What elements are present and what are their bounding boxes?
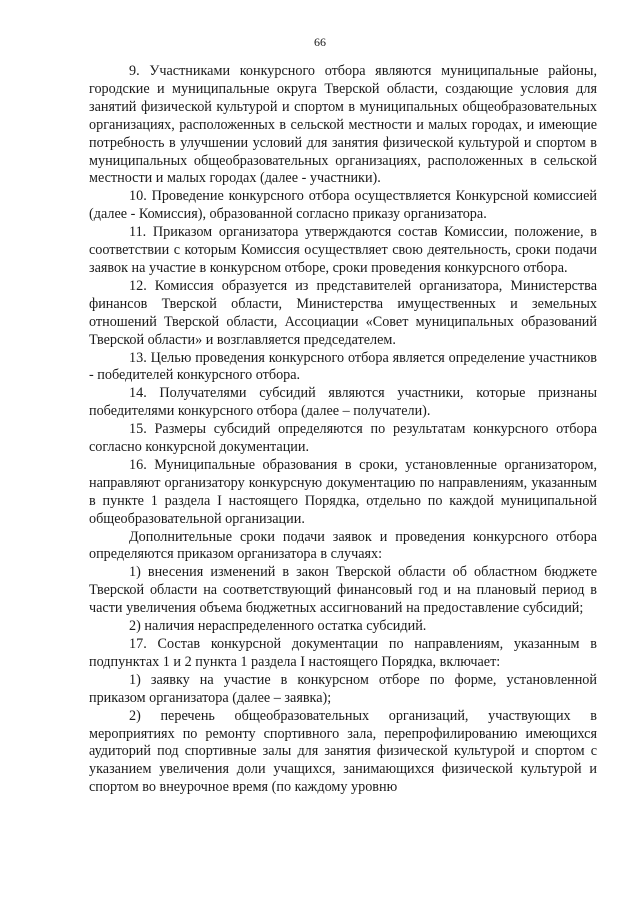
- paragraph-17-item-1: 1) заявку на участие в конкурсном отборе по форме, установленной приказом организатора (далее – заявка);: [89, 671, 597, 706]
- list-item-2: 2) наличия нераспределенного остатка субсидий.: [129, 618, 427, 635]
- page-number: 66: [314, 35, 326, 49]
- paragraph-additional-terms: Дополнительные сроки подачи заявок и проведения конкурсного отбора определяются приказом организатора в случаях:: [89, 528, 597, 563]
- document-body: [89, 63, 597, 797]
- list-item-1: 1) внесения изменений в закон Тверской области об областном бюджете Тверской области на соответствующий финансовый год и на плановый период в части увеличения объема бюджетных ассигнований на предоставление субсидий;: [89, 564, 597, 617]
- paragraph-13: 13. Целью проведения конкурсного отбора является определение участников - победителей конкурсного отбора.: [89, 349, 597, 384]
- paragraph-17: 17. Состав конкурсной документации по направлениям, указанным в подпунктах 1 и 2 пункта 1 раздела I настоящего Порядка, включает:: [89, 636, 597, 670]
- paragraph-14: 14. Получателями субсидий являются участники, которые признаны победителями конкурсного отбора (далее – получатели).: [89, 385, 597, 420]
- paragraph-15: 15. Размеры субсидий определяются по результатам конкурсного отбора согласно конкурсной документации.: [89, 421, 597, 456]
- paragraph-17-item-2: 2) перечень общеобразовательных организаций, участвующих в мероприятиях по ремонту спортивного зала, перепрофилированию имеющихся аудиторий под спортивные залы для занятия физической культурой и спортом с указанием увеличения доли учащихся, занимающихся физической культурой и спортом во внеурочное время (по каждому уровню: [89, 707, 597, 796]
- paragraph-12: 12. Комиссия образуется из представителей организатора, Министерства финансов Тверской области, Министерства имущественных и земельных отношений Тверской области, Ассоциации «Совет муниципальных образований Тверской области» и возглавляется председателем.: [89, 277, 597, 348]
- paragraph-10: 10. Проведение конкурсного отбора осуществляется Конкурсной комиссией (далее - Комиссия), образованной согласно приказу организатора.: [89, 188, 597, 223]
- paragraph-9: 9. Участниками конкурсного отбора являются муниципальные районы, городские и муниципальные округа Тверской области, создающие условия для занятий физической культурой и спортом в муниципальных общеобразовательных организациях, расположенных в сельской местности и малых городах, и имеющие потребность в улучшении условий для занятия физической культурой и спортом в муниципальных общеобразовательных организациях, расположенных в сельской местности и малых городах (далее - участники).: [89, 63, 597, 187]
- paragraph-16: 16. Муниципальные образования в сроки, установленные организатором, направляют организатору конкурсную документацию по направлениям, указанным в пункте 1 раздела I настоящего Порядка, отдельно по каждой муниципальной общеобразовательной организации.: [89, 456, 597, 527]
- paragraph-11: 11. Приказом организатора утверждаются состав Комиссии, положение, в соответствии с которым Комиссия осуществляет свою деятельность, сроки подачи заявок на участие в конкурсном отборе, сроки проведения конкурсного отбора.: [89, 224, 597, 276]
